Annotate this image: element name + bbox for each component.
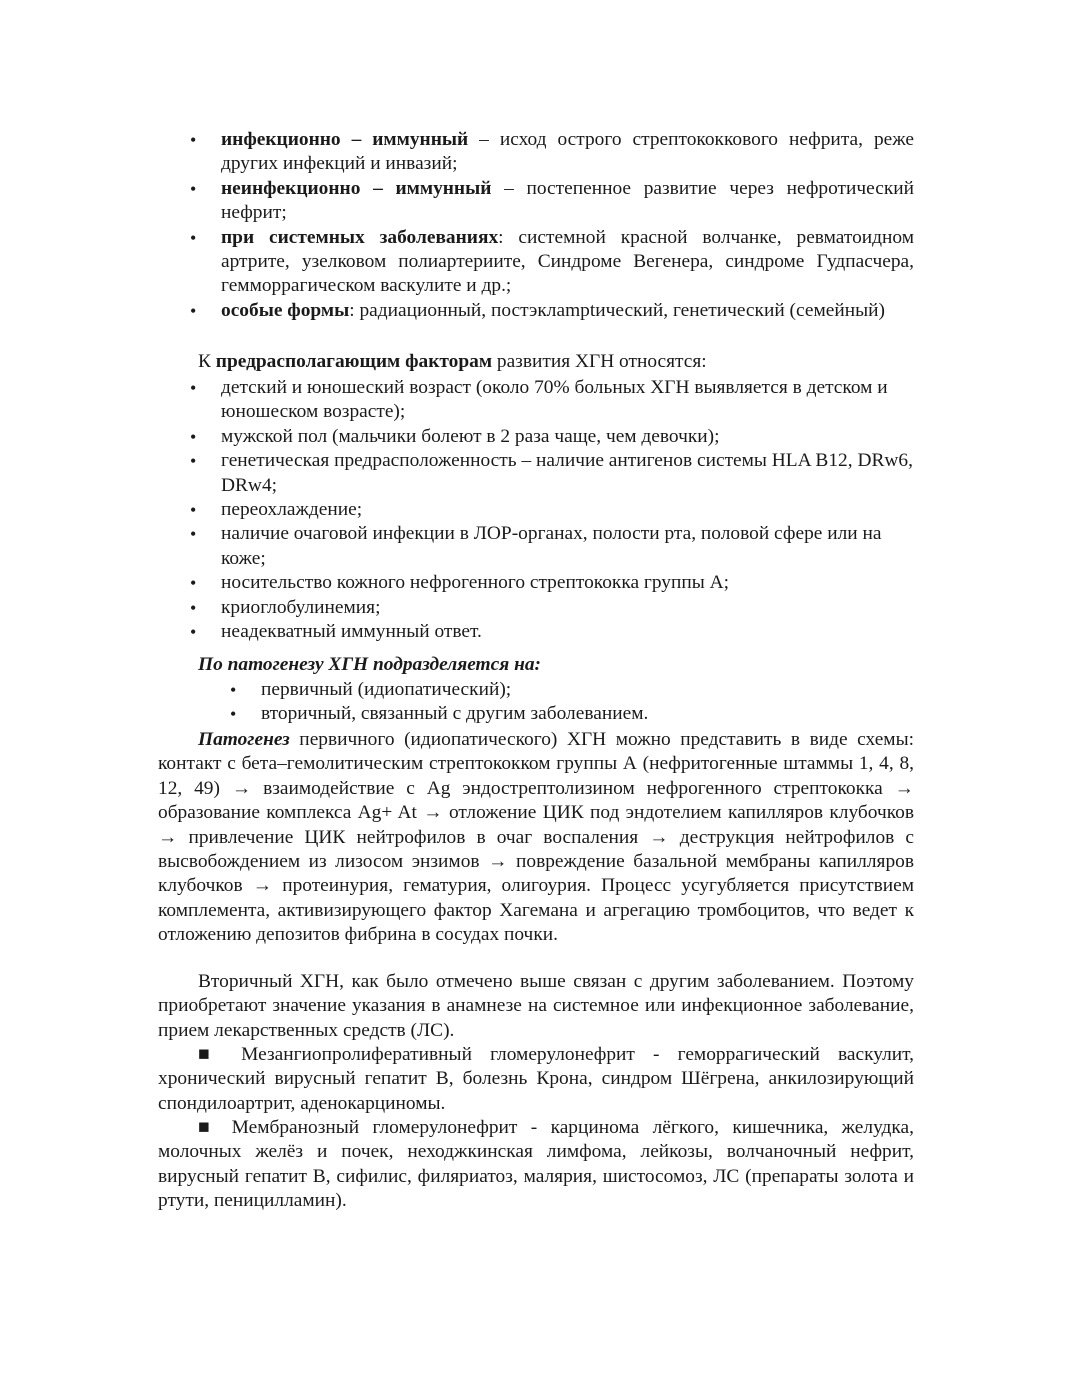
list-item: • вторичный, связанный с другим заболеванием. — [226, 702, 916, 726]
list-item: • первичный (идиопатический); — [226, 678, 916, 702]
forms-list — [186, 128, 914, 323]
membranous-paragraph: ■ Мембранозный гломерулонефрит - карцинома лёгкого, кишечника, желудка, молочных желёз и почек, неходжкинская лимфома, лейкозы, волчаночный нефрит, вирусный гепатит В, сифилис, филяриатоз, малярия, шистосомоз, ЛС (препараты золота и ртути, пеницилламин). — [158, 1117, 914, 1212]
list-item: • генетическая предрасположенность – наличие антигенов системы HLA В12, DRw6, DRw4; — [186, 449, 914, 498]
list-item — [186, 177, 914, 226]
item-text: – исход острого стрептококкового нефрита, реже других инфекций и инвазий; — [221, 129, 914, 175]
list-item — [186, 299, 914, 323]
list-item: • детский и юношеский возраст (около 70% больных ХГН выявляется в детском и юношеском возрасте); — [186, 376, 914, 425]
pathogenesis-heading: По патогенезу ХГН подразделяется на: — [198, 654, 541, 675]
term: особые формы — [221, 299, 350, 321]
term: неинфекционно – иммунный — [221, 177, 492, 199]
term: предрасполагающим факторам — [215, 351, 493, 372]
list-item — [186, 226, 914, 299]
list-item: • криоглобулинемия; — [186, 596, 914, 620]
list-item: • мужской пол (мальчики болеют в 2 раза чаще, чем девочки); — [186, 425, 914, 449]
item-text: : радиационный, постэклamptический, генетический (семейный) — [349, 299, 885, 321]
pathogenesis-paragraph: Патогенез первичного (идиопатического) ХГН можно представить в виде схемы: контакт с бета–гемолитическим стрептококком группы А (нефритогенные штаммы 1, 4, 8, 12, 49) → взаимодействие с Ag эндострептолизином нефрогенного стрептококка → образование комплекса Ag+ At → отложение ЦИК под эндотелием капилляров клубочков → привлечение ЦИК нейтрофилов в очаг воспаления → деструкция нейтрофилов с высвобождением из лизосом энзимов → повреждение базальной мембраны капилляров клубочков → протеинурия, гематурия, олигоурия. Процесс усугубляется присутствием комплемента, активизирующего фактор Хагемана и агрегацию тромбоцитов, что ведет к отложению депозитов фибрина в сосудах почки. — [158, 729, 914, 946]
list-item: • наличие очаговой инфекции в ЛОР-органах, полости рта, половой сфере или на коже; — [186, 522, 914, 571]
list-item: • неадекватный иммунный ответ. — [186, 620, 914, 644]
term: инфекционно – иммунный — [221, 129, 469, 150]
list-item: • переохлаждение; — [186, 498, 914, 522]
mesangio-paragraph: ■ Мезангиопролиферативный гломерулонефрит - геморрагический васкулит, хронический вирусный гепатит В, болезнь Крона, синдром Шёгрена, анкилозирующий спондилоартрит, аденокарциномы. — [158, 1044, 914, 1114]
item-text: : системной красной волчанке, ревматоидном артрите, узелковом полиартериите, Синдроме Вегенера, синдроме Гудпасчера, гемморрагическом васкулите и др.; — [221, 226, 914, 297]
list-item: • носительство кожного нефрогенного стрептококка группы А; — [186, 571, 914, 595]
pathogenesis-types-list — [226, 678, 916, 727]
list-item — [186, 128, 914, 177]
secondary-paragraph: Вторичный ХГН, как было отмечено выше связан с другим заболеванием. Поэтому приобретают значение указания в анамнезе на системное или инфекционное заболевание, прием лекарственных средств (ЛС). — [158, 971, 914, 1041]
term: Патогенез — [198, 729, 290, 750]
term: при системных заболеваниях — [221, 226, 499, 248]
item-text: – постепенное развитие через нефротический нефрит; — [221, 177, 914, 224]
factors-list — [186, 376, 914, 644]
factors-intro: К предрасполагающим факторам развития ХГН относятся: — [198, 351, 707, 372]
